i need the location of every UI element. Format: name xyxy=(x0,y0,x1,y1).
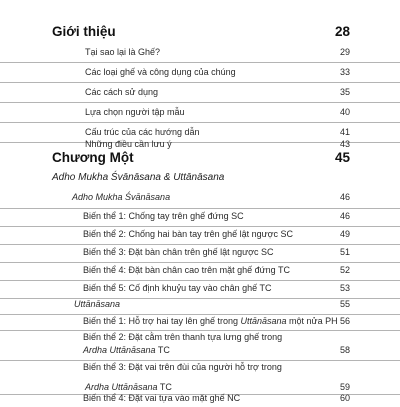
subsection-title: Adho Mukha Śvānāsana xyxy=(72,192,171,202)
variant-pose: Ardha Uttānāsana xyxy=(83,345,156,355)
toc-item-label-line2 xyxy=(83,345,170,355)
toc-item-page: 49 xyxy=(339,229,350,239)
toc-item-page: 58 xyxy=(339,345,350,355)
toc-item[interactable] xyxy=(0,62,400,83)
toc-subsection-adho[interactable] xyxy=(0,186,400,209)
variant-prefix: Biến thể 1: Hỗ trợ hai tay lên ghế trong xyxy=(83,316,241,326)
section-title-label: Adho Mukha Śvānāsana & Uttānāsana xyxy=(52,172,225,183)
toc-item-label: Biến thể 1: Chống tay trên ghế đứng SC xyxy=(83,211,244,221)
toc-item-label: Biến thể 5: Cố định khuỷu tay vào chân ghế TC xyxy=(83,283,272,293)
toc-item-label: Biến thể 2: Chống hai bàn tay trên ghế lật ngược SC xyxy=(83,229,294,239)
subsection-title: Uttānāsana xyxy=(74,299,121,309)
toc-item-page: 29 xyxy=(339,47,350,57)
variant-suffix: một nửa PH xyxy=(286,316,338,326)
toc-item-page: 43 xyxy=(339,139,350,149)
variant-suffix: TC xyxy=(157,382,172,392)
toc-chapter-one[interactable] xyxy=(0,150,400,168)
toc-item-label: Cấu trúc của các hướng dẫn xyxy=(85,127,200,137)
toc-item-label: Những điều cần lưu ý xyxy=(85,139,172,149)
toc-item-page: 51 xyxy=(339,247,350,257)
toc-item[interactable] xyxy=(0,132,400,152)
toc-item[interactable] xyxy=(0,42,400,63)
toc-item[interactable] xyxy=(0,244,400,263)
subsection-page: 55 xyxy=(339,299,350,309)
toc-item-page: 35 xyxy=(339,87,350,97)
toc-item[interactable] xyxy=(0,226,400,245)
toc-item[interactable] xyxy=(0,82,400,103)
toc-item[interactable] xyxy=(0,360,400,395)
toc-item-page: 60 xyxy=(339,393,350,403)
toc-item-label: Lựa chọn người tập mẫu xyxy=(85,107,185,117)
chapter-page: 45 xyxy=(334,150,350,165)
toc-item-label-line2 xyxy=(85,382,172,392)
toc-item-label: Tại sao lại là Ghế? xyxy=(85,47,161,57)
toc-item-label: Các loại ghế và công dụng của chúng xyxy=(85,67,236,77)
toc-item-page: 53 xyxy=(339,283,350,293)
subsection-page: 46 xyxy=(339,192,350,202)
toc-item-label: Các cách sử dụng xyxy=(85,87,159,97)
toc-item[interactable] xyxy=(0,314,400,331)
variant-suffix: TC xyxy=(155,345,170,355)
toc-item-page: 56 xyxy=(339,316,350,326)
toc-item-label: Biến thể 4: Đặt bàn chân cao trên mặt ghế đứng TC xyxy=(83,265,290,275)
toc-subsection-uttanasana[interactable] xyxy=(0,294,400,315)
toc-item-label: Biến thể 4: Đặt vai tựa vào mặt ghế NC xyxy=(83,393,241,403)
variant-pose: Uttānāsana xyxy=(240,316,287,326)
toc-item-page: 41 xyxy=(339,127,350,137)
toc-chapter-intro[interactable] xyxy=(0,24,400,42)
variant-pose: Ardha Uttānāsana xyxy=(85,382,158,392)
toc-item[interactable] xyxy=(0,102,400,123)
toc-section-title[interactable] xyxy=(0,170,400,186)
chapter-title: Chương Một xyxy=(52,150,134,165)
toc-item-label-line1: Biến thể 3: Đặt vai trên đùi của người hỗ trợ trong xyxy=(83,362,282,372)
chapter-page: 28 xyxy=(334,24,350,39)
toc-item-page: 33 xyxy=(339,67,350,77)
toc-item-label xyxy=(83,316,338,326)
toc-item[interactable] xyxy=(0,393,400,407)
toc-item[interactable] xyxy=(0,208,400,227)
toc-item-page: 40 xyxy=(339,107,350,117)
toc-item[interactable] xyxy=(0,330,400,361)
toc-item-label-line1: Biến thể 2: Đặt cằm trên thanh tựa lưng ghế trong xyxy=(83,332,283,342)
toc-item-page: 46 xyxy=(339,211,350,221)
toc-item-label: Biến thể 3: Đặt bàn chân trên ghế lật ngược SC xyxy=(83,247,274,257)
toc-item-page: 59 xyxy=(339,382,350,392)
toc-item-page: 52 xyxy=(339,265,350,275)
toc-item[interactable] xyxy=(0,262,400,281)
chapter-title: Giới thiệu xyxy=(52,24,116,39)
